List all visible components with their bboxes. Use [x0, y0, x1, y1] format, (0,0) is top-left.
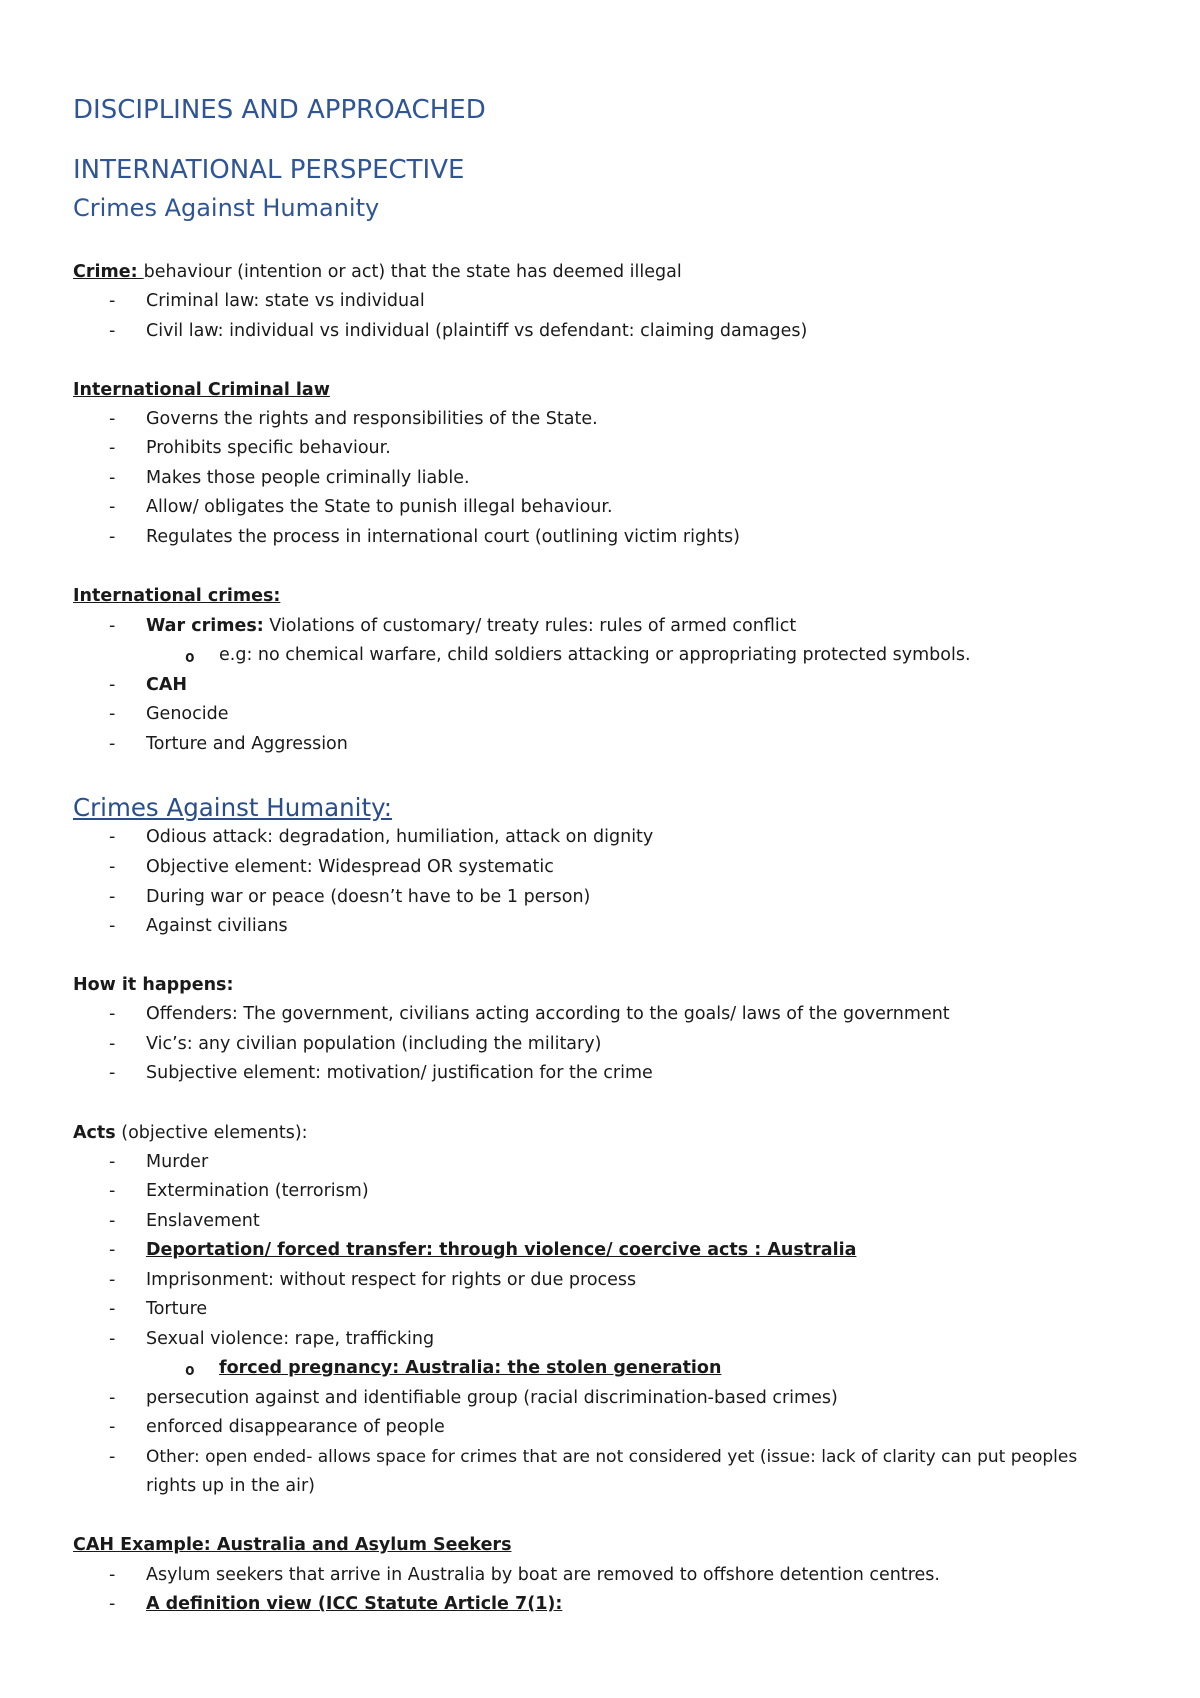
subtitle: Crimes Against Humanity	[73, 194, 380, 222]
crime-text: behaviour (intention or act) that the state has deemed illegal	[143, 262, 682, 282]
cah-heading: Crimes Against Humanity:	[73, 793, 393, 822]
main-title: DISCIPLINES AND APPROACHED	[73, 95, 486, 125]
example-heading: CAH Example: Australia and Asylum Seekers	[73, 1535, 512, 1555]
perspective-title: INTERNATIONAL PERSPECTIVE	[73, 155, 465, 185]
crime-label: Crime:	[73, 262, 144, 282]
acts-heading: Acts (objective elements):	[73, 1123, 308, 1143]
intl-crimes-heading: International crimes:	[73, 586, 281, 606]
how-heading: How it happens:	[73, 975, 234, 995]
crime-definition	[73, 262, 682, 282]
icl-heading: International Criminal law	[73, 380, 330, 400]
